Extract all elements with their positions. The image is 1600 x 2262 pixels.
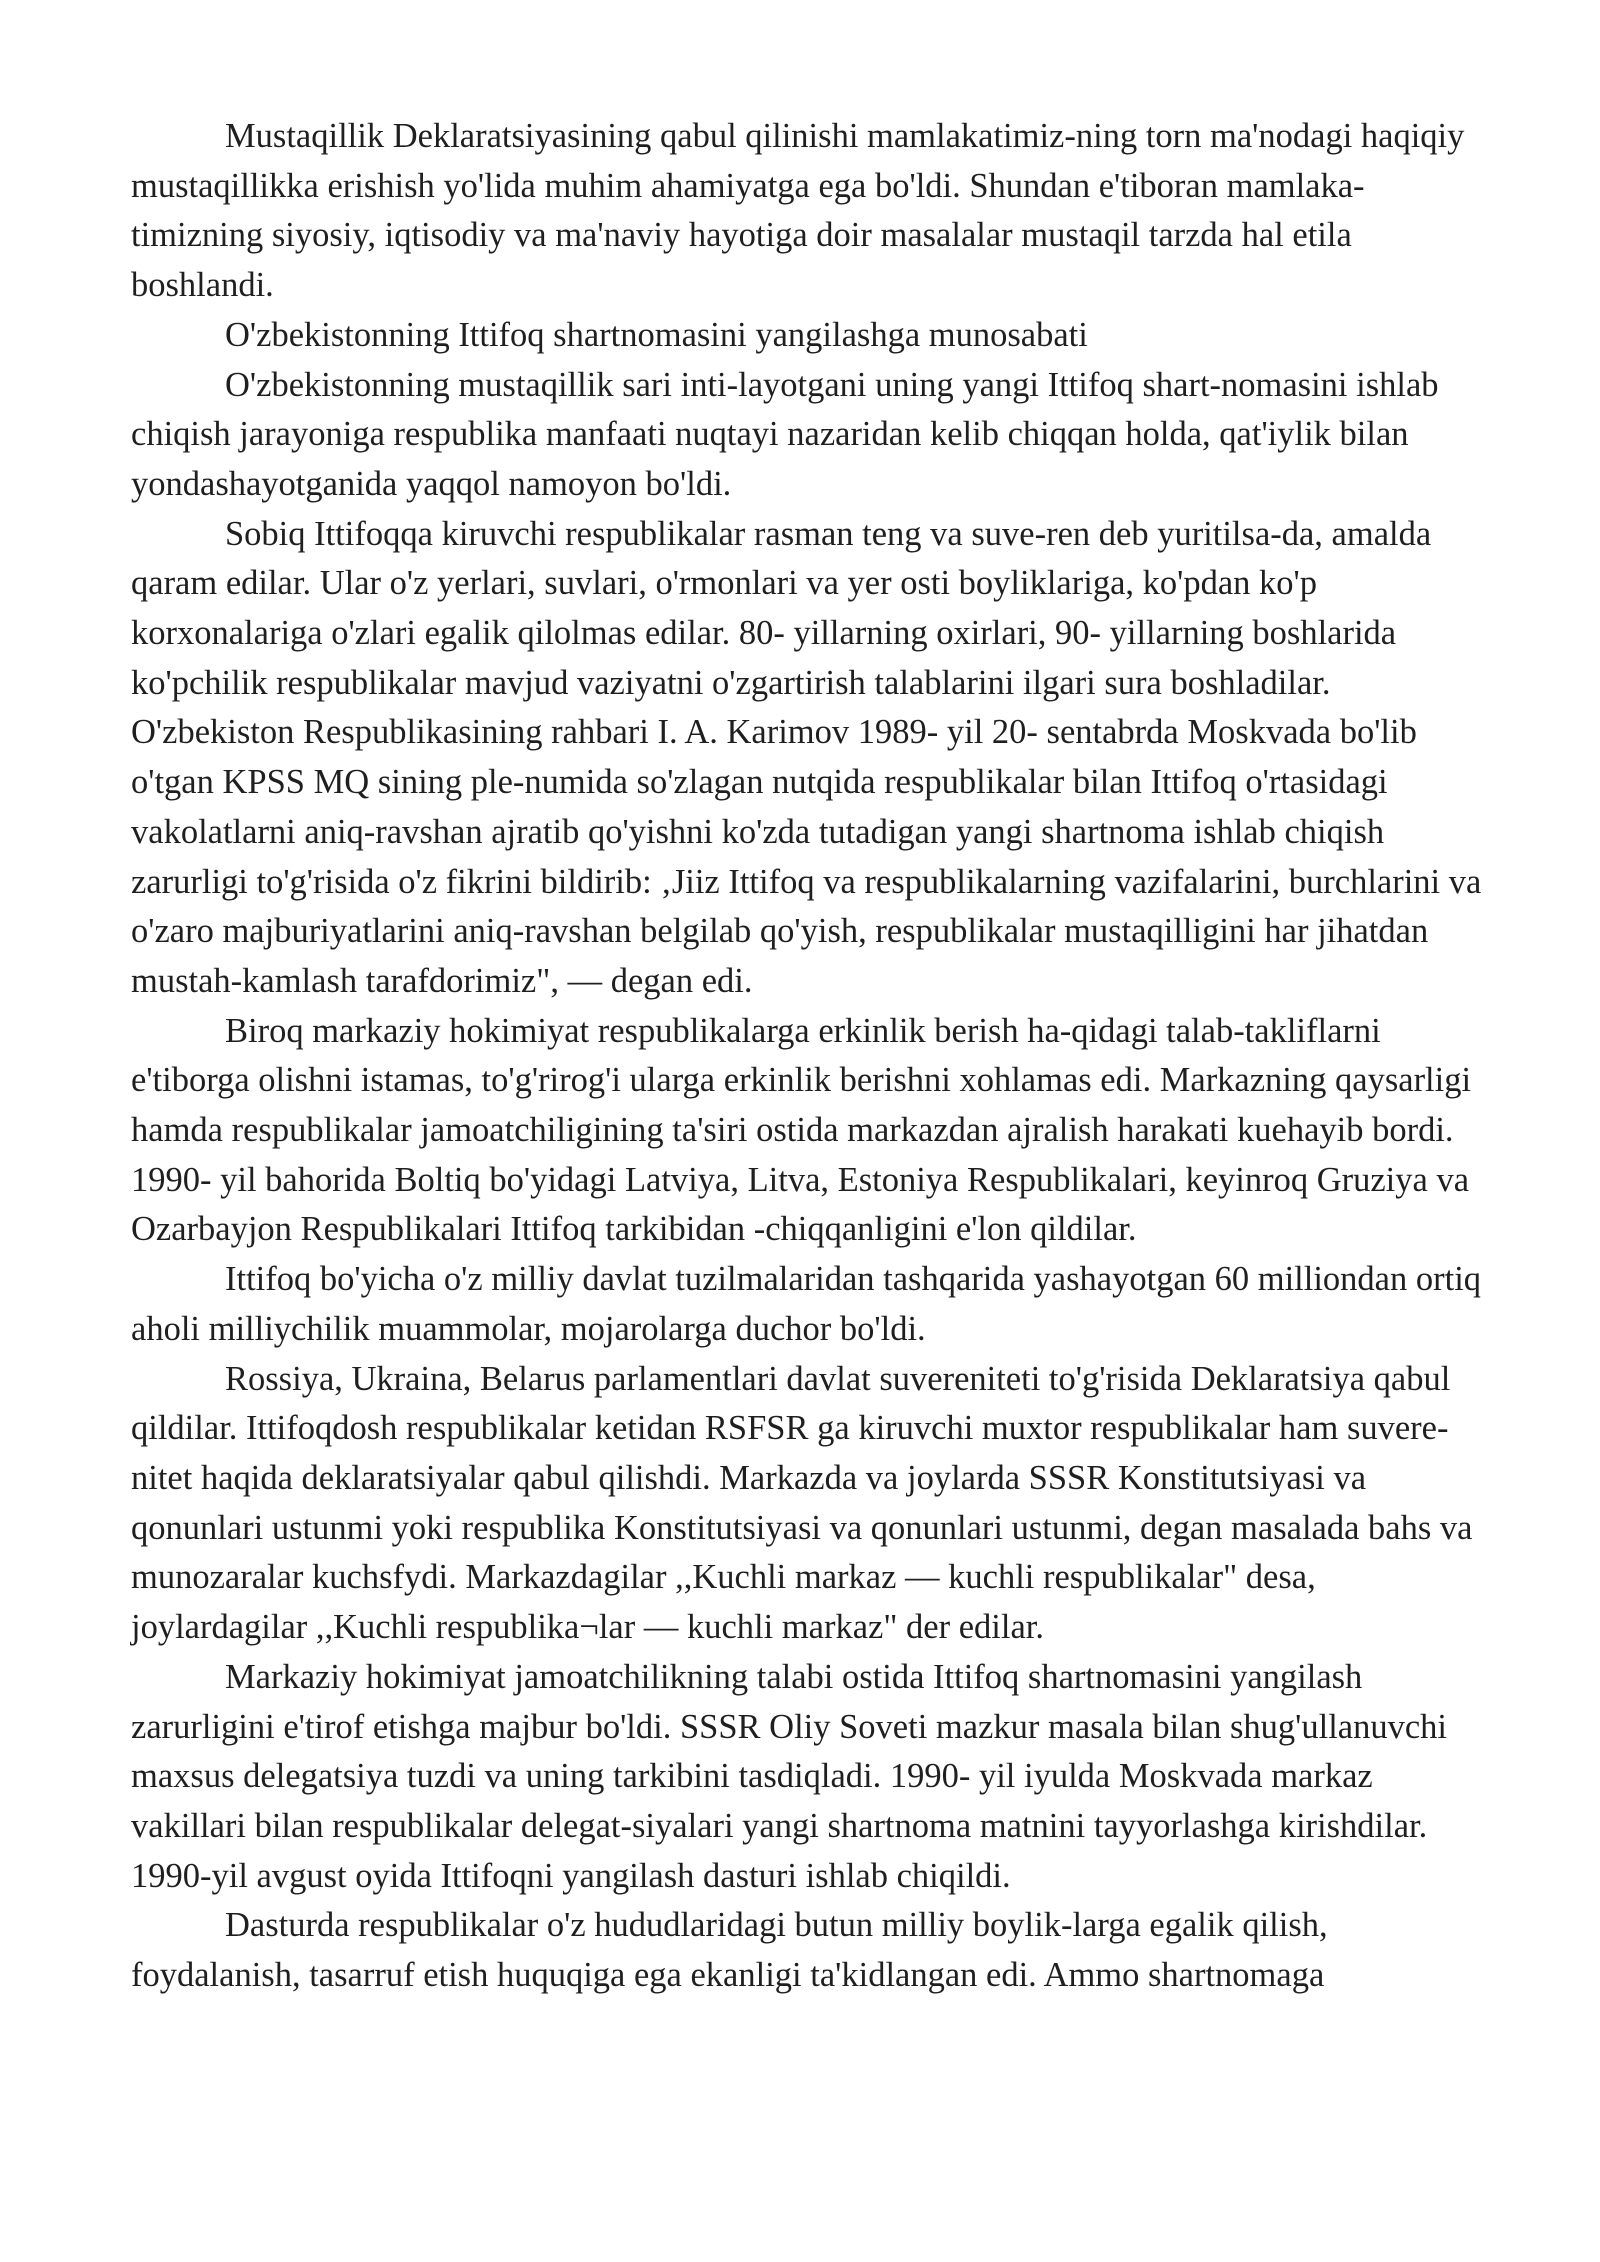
paragraph-3: Sobiq Ittifoqqa kiruvchi respublikalar rasman teng va suve-ren deb yuritilsa-da, amalda qaram edilar. Ular o'z yerlari, suvlari, o'rmonlari va yer osti boyliklariga, ko'pdan ko'p korxonalariga o'zlari egalik qilolmas edilar. 80- yillarning oxirlari, 90- yillarning boshlarida ko'pchilik respublikalar mavjud vaziyatni o'zgartirish talablarini ilgari sura boshladilar. O'zbekiston Respublikasining rahbari I. A. Karimov 1989- yil 20- sentabrda Moskvada bo'lib o'tgan KPSS MQ sining ple-numida so'zlagan nutqida respublikalar bilan Ittifoq o'rtasidagi vakolatlarni aniq-ravshan ajratib qo'yishni ko'zda tutadigan yangi shartnoma ishlab chiqish zarurligi to'g'risida o'z fikrini bildirib: ‚Jiiz Ittifoq va respublikalarning vazifalarini, burchlarini va o'zaro majburiyatlarini aniq-ravshan belgilab qo'yish, respublikalar mustaqilligini har jihatdan mustah-kamlash tarafdorimiz", — degan edi. [131,514,1482,1000]
paragraph-2: O'zbekistonning mustaqillik sari inti-layotgani uning yangi Ittifoq shart-nomasini ishlab chiqish jarayoniga respublika manfaati nuqtayi nazaridan kelib chiqqan holda, qat'iylik bilan yondashayotganida yaqqol namoyon bo'ldi. [131,365,1439,503]
section-heading: O'zbekistonning Ittifoq shartnomasini yangilashga munosabati [225,315,1088,354]
document-page [131,112,1493,2001]
paragraph-8: Dasturda respublikalar o'z hududlaridagi butun milliy boylik-larga egalik qilish, foydalanish, tasarruf etish huquqiga ega ekanligi ta'kidlangan edi. Ammo shartnomaga [131,1906,1328,1995]
paragraph-7: Markaziy hokimiyat jamoatchilikning talabi ostida Ittifoq shartnomasini yangilash zarurligini e'tirof etishga majbur bo'ldi. SSSR Oliy Soveti mazkur masala bilan shug'ullanuvchi maxsus delegatsiya tuzdi va uning tarkibini tasdiqladi. 1990- yil iyulda Moskvada markaz vakillari bilan respublikalar delegat-siyalari yangi shartnoma matnini tayyorlashga kirishdilar. 1990-yil avgust oyida Ittifoqni yangilash dasturi ishlab chiqildi. [131,1657,1448,1895]
paragraph-4: Biroq markaziy hokimiyat respublikalarga erkinlik berish ha-qidagi talab-takliflarni e'tiborga olishni istamas, to'g'rirog'i ularga erkinlik berishni xohlamas edi. Markazning qaysarligi hamda respublikalar jamoatchiligining ta'siri ostida markazdan ajralish harakati kuehayib bordi. 1990- yil bahorida Boltiq bo'yidagi Latviya, Litva, Estoniya Respublikalari, keyinroq Gruziya va Ozarbayjon Respublikalari Ittifoq tarkibidan -chiqqanligini e'lon qildilar. [131,1011,1472,1249]
paragraph-6: Rossiya, Ukraina, Belarus parlamentlari davlat suvereniteti to'g'risida Deklaratsiya qabul qildilar. Ittifoqdosh respublikalar ketidan RSFSR ga kiruvchi muxtor respublikalar ham suvere-nitet haqida deklaratsiyalar qabul qilishdi. Markazda va joylarda SSSR Konstitutsiyasi va qonunlari ustunmi yoki respublika Konstitutsiyasi va qonunlari ustunmi, degan masalada bahs va munozaralar kuchsfydi. Markazdagilar ,,Kuchli markaz — kuchli respublikalar" desa, joylardagilar ,,Kuchli respublika¬lar — kuchli markaz" der edilar. [131,1359,1473,1647]
paragraph-1: Mustaqillik Deklaratsiyasining qabul qilinishi mamlakatimiz-ning torn ma'nodagi haqiqiy mustaqillikka erishish yo'lida muhim ahamiyatga ega bo'ldi. Shundan e'tiboran mamlaka-timizning siyosiy, iqtisodiy va ma'naviy hayotiga doir masalalar mustaqil tarzda hal etila boshlandi. [131,117,1465,305]
paragraph-5: Ittifoq bo'yicha o'z milliy davlat tuzilmalaridan tashqarida yashayotgan 60 milliondan ortiq aholi milliychilik muammolar, mojarolarga duchor bo'ldi. [131,1260,1482,1348]
